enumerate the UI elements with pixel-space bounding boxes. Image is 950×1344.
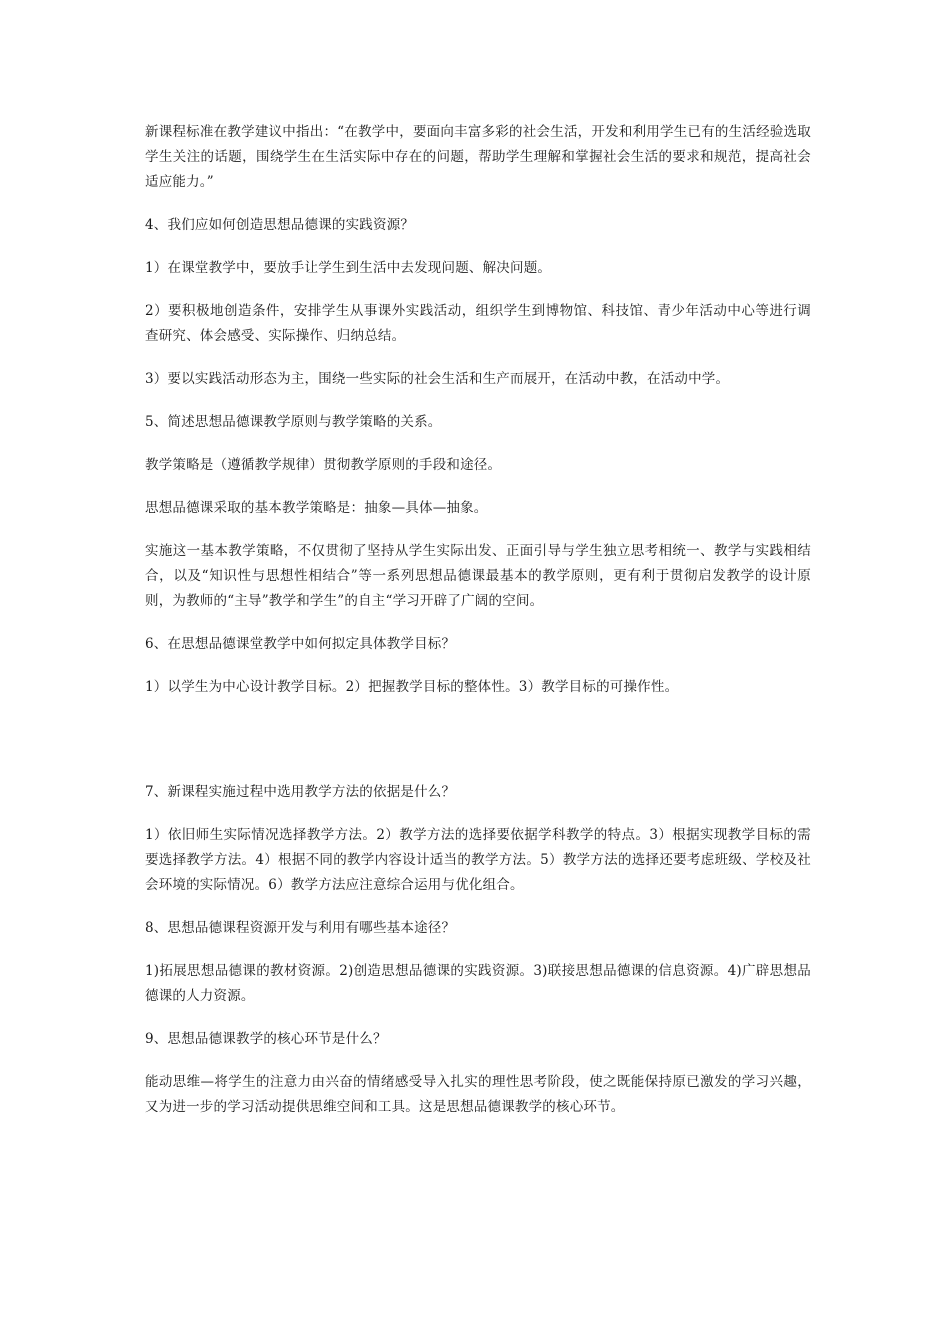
blank-spacer [145,718,811,780]
question-9-heading: 9、思想品德课教学的核心环节是什么？ [145,1031,387,1047]
question-7-heading: 7、新课程实施过程中选用教学方法的依据是什么？ [145,784,456,800]
answer-6-points: 1）以学生为中心设计教学目标。2）把握教学目标的整体性。3）教学目标的可操作性。 [145,679,679,695]
answer-4-point-1: 1）在课堂教学中，要放手让学生到生活中去发现问题、解决问题。 [145,260,552,276]
paragraph-curriculum-standard-quote: 新课程标准在教学建议中指出：“在教学中，要面向丰富多彩的社会生活，开发和利用学生已有的生活经验选取学生关注的话题，围绕学生在生活实际中存在的问题，帮助学生理解和掌握社会生活的要求和规范，提高社会适应能力。” [145,124,811,190]
question-4-heading: 4、我们应如何创造思想品德课的实践资源？ [145,217,415,233]
answer-9-text: 能动思维—将学生的注意力由兴奋的情绪感受导入扎实的理性思考阶段，使之既能保持原已激发的学习兴趣，又为进一步的学习活动提供思维空间和工具。这是思想品德课教学的核心环节。 [145,1074,811,1115]
answer-7-points: 1）依旧师生实际情况选择教学方法。2）教学方法的选择要依据学科教学的特点。3）根据实现教学目标的需要选择教学方法。4）根据不同的教学内容设计适当的教学方法。5）教学方法的选择还要考虑班级、学校及社会环境的实际情况。6）教学方法应注意综合运用与优化组合。 [145,827,811,893]
document-page [145,120,811,1138]
question-5-heading: 5、简述思想品德课教学原则与教学策略的关系。 [145,414,442,430]
answer-5-explanation: 实施这一基本教学策略，不仅贯彻了坚持从学生实际出发、正面引导与学生独立思考相统一、教学与实践相结合，以及“知识性与思想性相结合”等一系列思想品德课最基本的教学原则，更有利于贯彻启发教学的设计原则，为教师的“主导”教学和学生”的自主“学习开辟了广阔的空间。 [145,543,811,609]
answer-5-basic-strategy: 思想品德课采取的基本教学策略是：抽象—具体—抽象。 [145,500,488,516]
answer-8-points: 1)拓展思想品德课的教材资源。2)创造思想品德课的实践资源。3)联接思想品德课的信息资源。4)广辟思想品德课的人力资源。 [145,963,811,1004]
question-6-heading: 6、在思想品德课堂教学中如何拟定具体教学目标？ [145,636,456,652]
answer-4-point-3: 3）要以实践活动形态为主，围绕一些实际的社会生活和生产而展开，在活动中教，在活动中学。 [145,371,730,387]
answer-5-definition: 教学策略是（遵循教学规律）贯彻教学原则的手段和途径。 [145,457,502,473]
answer-4-point-2: 2）要积极地创造条件，安排学生从事课外实践活动，组织学生到博物馆、科技馆、青少年活动中心等进行调查研究、体会感受、实际操作、归纳总结。 [145,303,811,344]
question-8-heading: 8、思想品德课程资源开发与利用有哪些基本途径？ [145,920,456,936]
